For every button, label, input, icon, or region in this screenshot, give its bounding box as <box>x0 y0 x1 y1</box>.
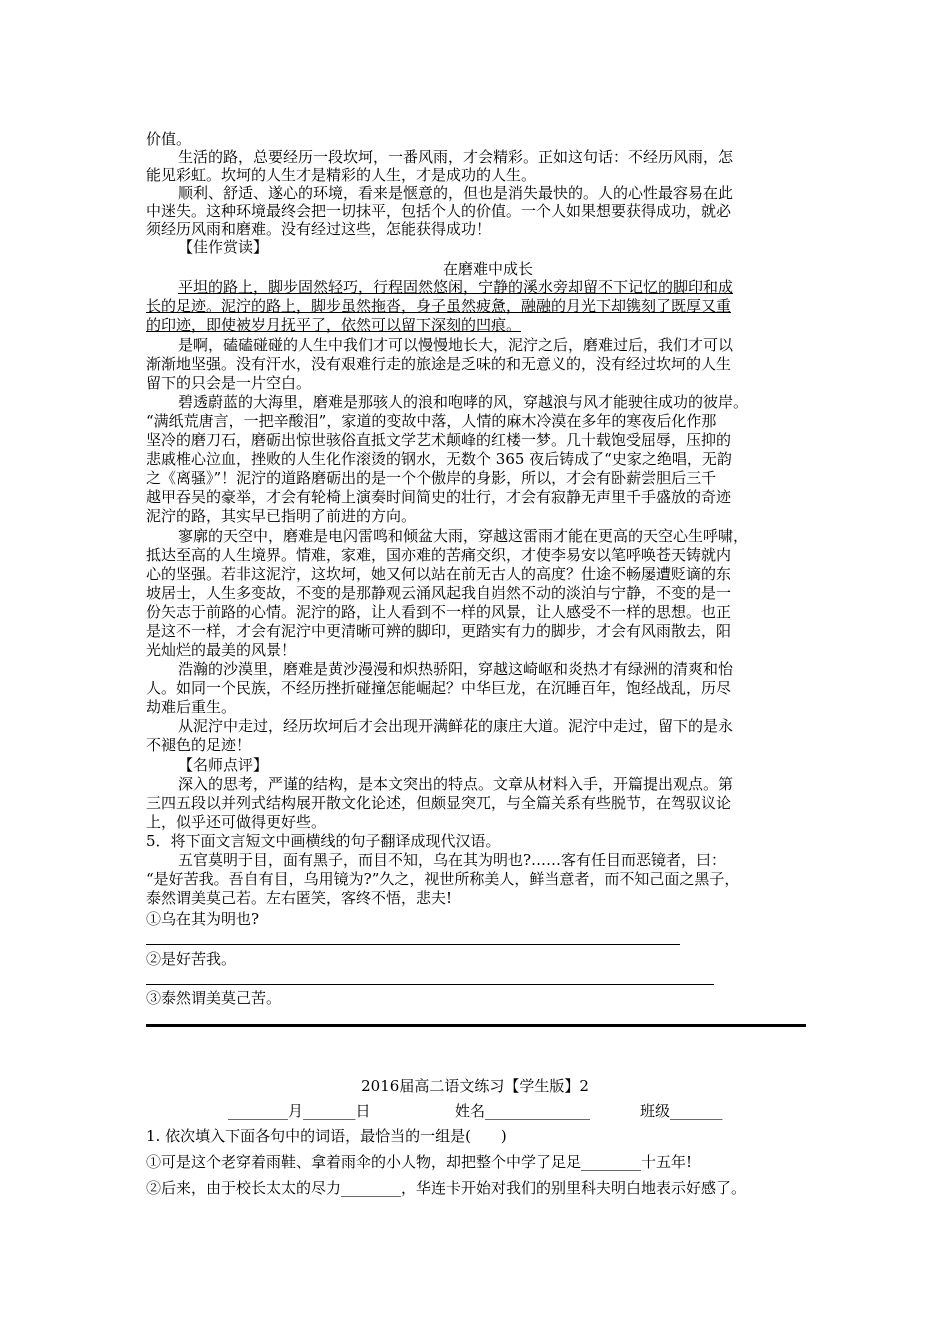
name-field[interactable]: 姓名______________ <box>455 1102 591 1120</box>
section-heading: 【佳作赏读】 <box>178 238 269 256</box>
text-line: 不褪色的足迹！ <box>146 736 252 754</box>
underlined-line: 的印迹，即使被岁月抚平了，依然可以留下深刻的凹痕。 <box>146 316 522 334</box>
date-field[interactable]: ________月_______日 <box>228 1102 371 1120</box>
question-5-stem: 5．将下面文言短文中画横线的句子翻译成现代汉语。 <box>146 832 501 850</box>
text-line: 从泥泞中走过，经历坎坷后才会出现开满鲜花的康庄大道。泥泞中走过，留下的是永 <box>178 717 734 735</box>
translation-item-2: ②是好苦我。 <box>146 950 237 968</box>
translation-item-1: ①乌在其为明也? <box>146 910 260 928</box>
question-1-stem: 1. 依次填入下面各句中的词语，最恰当的一组是( ) <box>146 1127 507 1145</box>
text-line: “满纸荒唐言，一把辛酸泪”，家道的变故中落，人情的麻木冷漠在多年的寒夜后化作那 <box>146 412 717 430</box>
text-line: 人。如同一个民族，不经历挫折碰撞怎能崛起？中华巨龙，在沉睡百年，饱经战乱，历尽 <box>146 679 732 697</box>
text-line: 浩瀚的沙漠里，磨难是黄沙漫漫和炽热骄阳，穿越这崎岖和炎热才有绿洲的清爽和怡 <box>178 660 734 678</box>
text-line: 碧透蔚蓝的大海里，磨难是那骇人的浪和咆哮的风，穿越浪与风才能驶往成功的彼岸。 <box>178 393 749 411</box>
text-line: 越甲吞吴的豪举，才会有轮椅上演奏时间简史的壮行，才会有寂静无声里千手盛放的奇迹 <box>146 488 732 506</box>
text-line: 之《离骚》”！泥泞的道路磨砺出的是一个个傲岸的身影，所以，才会有卧薪尝胆后三千 <box>146 469 717 487</box>
class-field[interactable]: 班级_______ <box>640 1102 723 1120</box>
text-line: 劫难后重生。 <box>146 698 237 716</box>
text-line: 生活的路，总要经历一段坎坷，一番风雨，才会精彩。正如这句话：不经历风雨，怎 <box>178 148 734 166</box>
text-line: 渐渐地坚强。没有汗水，没有艰难行走的旅途是乏味的和无意义的，没有经过坎坷的人生 <box>146 355 732 373</box>
text-line: 留下的只会是一片空白。 <box>146 374 312 392</box>
question-1-item-1: ①可是这个老穿着雨鞋、拿着雨伞的小人物，却把整个中学了足足________十五年! <box>146 1153 693 1171</box>
text-line: 坚冷的磨刀石，磨砺出惊世骇俗直抵文学艺术颠峰的红楼一梦。几十载饱受屈辱，压抑的 <box>146 431 732 449</box>
essay-title: 在磨难中成长 <box>443 260 534 278</box>
underlined-line: 长的足迹。泥泞的路上，脚步虽然拖沓，身子虽然疲惫，融融的月光下却镌刻了既厚又重 <box>146 297 732 315</box>
text-line: 寥廓的天空中，磨难是电闪雷鸣和倾盆大雨，穿越这雷雨才能在更高的天空心生呼啸， <box>178 527 749 545</box>
answer-line-1[interactable] <box>146 944 680 945</box>
text-line: 深入的思考，严谨的结构，是本文突出的特点。文章从材料入手，开篇提出观点。第 <box>178 775 734 793</box>
text-line: 价值。 <box>146 130 192 148</box>
text-line: 泰然谓美莫己若。左右匿笑，客终不悟，悲夫! <box>146 889 453 907</box>
text-line: 是啊，磕磕碰碰的人生中我们才可以慢慢地长大，泥泞之后，磨难过后，我们才可以 <box>178 336 734 354</box>
text-line: 光灿烂的最美的风景！ <box>146 641 297 659</box>
underlined-line: 平坦的路上，脚步固然轻巧，行程固然悠闲，宁静的溪水旁却留不下记忆的脚印和成 <box>178 278 734 296</box>
text-line: 是这不一样，才会有泥泞中更清晰可辨的脚印，更踏实有力的脚步，才会有风雨散去，阳 <box>146 622 732 640</box>
answer-line-2[interactable] <box>146 984 714 985</box>
text-line: 坡居士，人生多变故，不变的是那静观云涌风起我自岿然不动的淡泊与宁静，不变的是一 <box>146 584 732 602</box>
text-line: 五官莫明于目，面有黑子，而目不知，乌在其为明也?……客有任目而恶镜者，曰： <box>178 851 727 869</box>
text-line: 心的坚强。若非这泥泞，这坎坷，她又何以站在前无古人的高度？仕途不畅屡遭贬谪的东 <box>146 565 732 583</box>
text-line: “是好苦我。吾自有目，乌用镜为?”久之，视世所称美人，鲜当意者，而不知己面之黑子， <box>146 870 740 888</box>
text-line: 顺利、舒适、遂心的环境，看来是惬意的，但也是消失最快的。人的心性最容易在此 <box>178 184 734 202</box>
text-line: 能见彩虹。坎坷的人生才是精彩的人生，才是成功的人生。 <box>146 166 537 184</box>
section-heading: 【名师点评】 <box>178 756 269 774</box>
text-line: 悲戚椎心泣血，挫败的人生化作滚烫的钢水，无数个 365 夜后铸成了“史家之绝唱，无韵 <box>146 450 732 468</box>
worksheet-title: 2016届高二语文练习【学生版】2 <box>361 1077 589 1095</box>
text-line: 中迷失。这种环境最终会把一切抹平，包括个人的价值。一个人如果想要获得成功，就必 <box>146 202 732 220</box>
text-line: 须经历风雨和磨难。没有经过这些，怎能获得成功！ <box>146 220 492 238</box>
text-line: 泥泞的路，其实早已指明了前进的方向。 <box>146 507 417 525</box>
section-divider <box>146 1024 806 1027</box>
text-line: 三四五段以并列式结构展开散文化论述，但颇显突兀，与全篇关系有些脱节，在驾驭议论 <box>146 794 732 812</box>
text-line: 份矢志于前路的心情。泥泞的路，让人看到不一样的风景，让人感受不一样的思想。也正 <box>146 603 732 621</box>
translation-item-3: ③泰然谓美莫己苦。 <box>146 989 282 1007</box>
text-line: 上，似乎还可做得更好些。 <box>146 813 327 831</box>
question-1-item-2: ②后来，由于校长太太的尽力________，华连卡开始对我们的别里科夫明白地表示好感了。 <box>146 1179 747 1197</box>
text-line: 抵达至高的人生境界。情难，家难，国亦难的苦痛交织，才使李易安以笔呼唤苍天铸就内 <box>146 546 732 564</box>
